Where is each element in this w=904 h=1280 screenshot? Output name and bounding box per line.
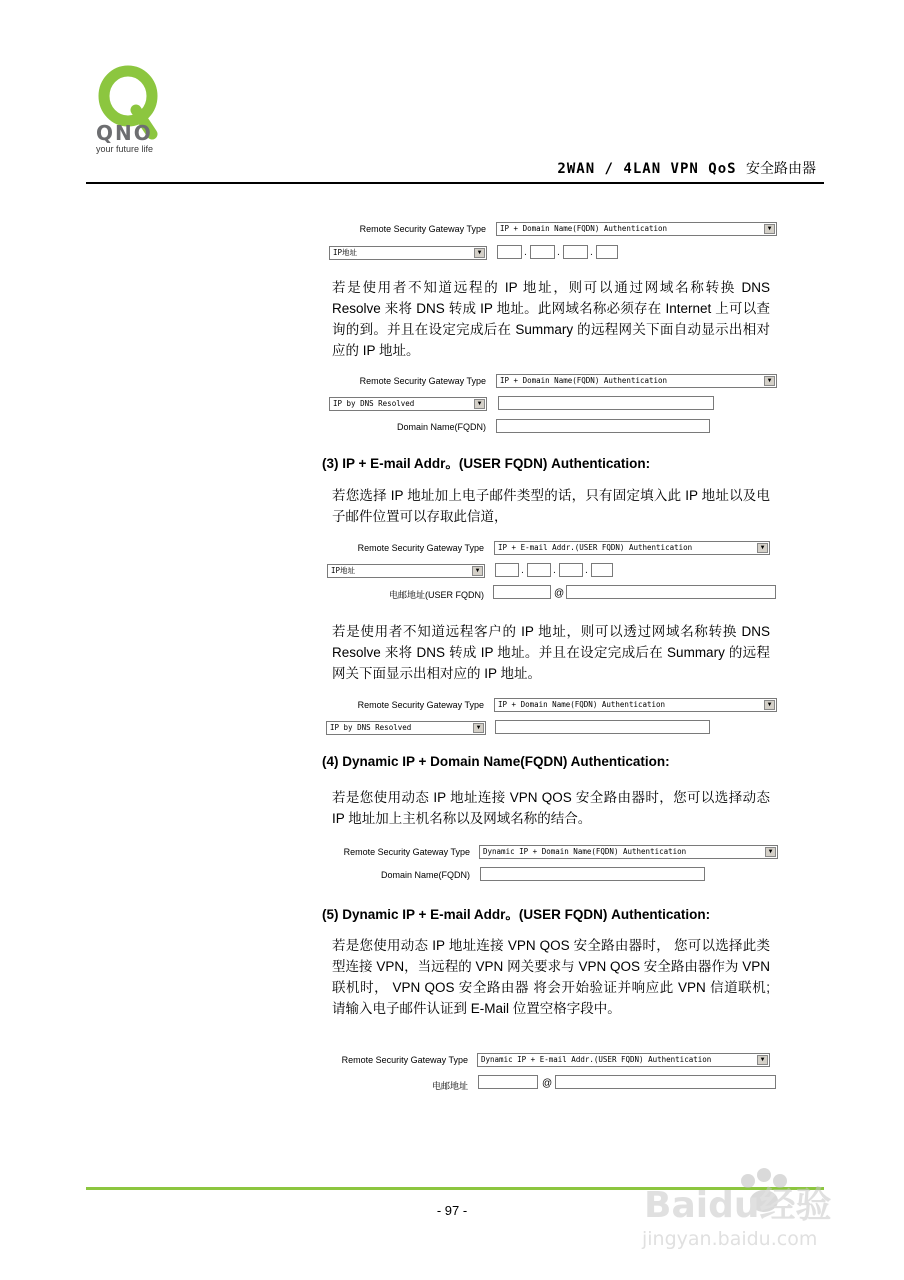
gateway-type-select[interactable] — [496, 374, 777, 388]
chevron-down-icon: ▼ — [472, 566, 483, 576]
ip-octet-2-input[interactable] — [527, 563, 551, 577]
gateway-type-select[interactable] — [494, 698, 777, 712]
chevron-down-icon: ▼ — [757, 1055, 768, 1065]
ip-octet-4-input[interactable] — [596, 245, 618, 259]
document-title-en: 2WAN / 4LAN VPN QoS — [557, 161, 737, 177]
ip-dot: . — [521, 566, 524, 576]
address-type-select[interactable] — [329, 246, 487, 260]
ip-octet-3-input[interactable] — [559, 563, 583, 577]
gateway-type-label: Remote Security Gateway Type — [341, 1055, 468, 1065]
paragraph-dns-resolve: 若是使用者不知道远程的 IP 地址，则可以通过网域名称转换 DNS Resolve 来将 DNS 转成 IP 地址。此网域名称必须存在 Internet 上可以查询的到。并且在设定完成后在 Summary 的远程网关下面自动显示出相对应的 IP 地址。 — [332, 280, 770, 358]
email-user-input[interactable] — [478, 1075, 538, 1089]
ip-dot: . — [524, 248, 527, 258]
gateway-type-select[interactable] — [494, 541, 770, 555]
address-type-select[interactable] — [327, 564, 485, 578]
logo-text: QNO — [96, 121, 153, 145]
email-domain-input[interactable] — [555, 1075, 776, 1089]
email-user-input[interactable] — [493, 585, 551, 599]
domain-name-label: Domain Name(FQDN) — [396, 422, 486, 432]
chevron-down-icon: ▼ — [765, 847, 776, 857]
watermark-text: Baidu经验 — [644, 1185, 832, 1226]
email-domain-input[interactable] — [566, 585, 776, 599]
chevron-down-icon: ▼ — [764, 224, 775, 234]
watermark-url: jingyan.baidu.com — [642, 1228, 818, 1250]
address-type-value: IP地址 — [331, 566, 356, 575]
gateway-type-select[interactable] — [479, 845, 778, 859]
email-label: 电邮地址 — [431, 1081, 468, 1091]
chevron-down-icon: ▼ — [757, 543, 768, 553]
domain-name-input[interactable] — [496, 419, 710, 433]
gateway-type-value: Dynamic IP + E-mail Addr.(USER FQDN) Authentication — [481, 1055, 712, 1064]
at-sign: @ — [542, 1078, 553, 1089]
document-title-cn: 安全路由器 — [746, 161, 816, 177]
gateway-type-value: IP + E-mail Addr.(USER FQDN) Authentication — [498, 543, 693, 552]
ip-dot: . — [590, 248, 593, 258]
chevron-down-icon: ▼ — [764, 376, 775, 386]
gateway-type-value: IP + Domain Name(FQDN) Authentication — [500, 376, 668, 385]
section-heading-5: (5) Dynamic IP + E-mail Addr。(USER FQDN) Authentication: — [322, 907, 711, 922]
gateway-type-select[interactable] — [496, 222, 777, 236]
paragraph-dns-resolve-client: 若是使用者不知道远程客户的 IP 地址，则可以透过网域名称转换 DNS Resolve 来将 DNS 转成 IP 地址。并且在设定完成后在 Summary 的远程网关下面显示出相对应的 IP 地址。 — [332, 624, 770, 681]
ip-octet-4-input[interactable] — [591, 563, 613, 577]
ip-octet-3-input[interactable] — [563, 245, 588, 259]
ip-octet-2-input[interactable] — [530, 245, 555, 259]
section-heading-3: (3) IP + E-mail Addr。(USER FQDN) Authentication: — [322, 456, 651, 471]
chevron-down-icon: ▼ — [474, 248, 485, 258]
page-number: - 97 - — [436, 1203, 468, 1218]
logo-tagline: your future life — [96, 144, 154, 154]
at-sign: @ — [554, 588, 565, 599]
gateway-type-select[interactable] — [477, 1053, 770, 1067]
address-type-value: IP by DNS Resolved — [333, 399, 415, 408]
resolved-ip-input[interactable] — [495, 720, 710, 734]
ip-dot: . — [585, 566, 588, 576]
domain-name-label: Domain Name(FQDN) — [380, 870, 470, 880]
baidu-watermark-icon — [640, 1165, 860, 1255]
chevron-down-icon: ▼ — [764, 700, 775, 710]
header-divider — [86, 182, 824, 184]
gateway-type-value: IP + Domain Name(FQDN) Authentication — [498, 700, 666, 709]
gateway-type-value: Dynamic IP + Domain Name(FQDN) Authentication — [483, 847, 687, 856]
chevron-down-icon: ▼ — [474, 399, 485, 409]
gateway-type-label: Remote Security Gateway Type — [343, 847, 470, 857]
section-heading-4: (4) Dynamic IP + Domain Name(FQDN) Authentication: — [322, 754, 670, 769]
ip-octet-1-input[interactable] — [497, 245, 522, 259]
paragraph-ip-email: 若您选择 IP 地址加上电子邮件类型的话，只有固定填入此 IP 地址以及电子邮件位置可以存取此信道， — [332, 488, 770, 524]
paragraph-dynamic-fqdn: 若是您使用动态 IP 地址连接 VPN QOS 安全路由器时，您可以选择动态 IP 地址加上主机名称以及网域名称的结合。 — [332, 790, 770, 826]
address-type-value: IP地址 — [333, 248, 358, 257]
ip-dot: . — [557, 248, 560, 258]
gateway-type-label: Remote Security Gateway Type — [357, 700, 484, 710]
address-type-select[interactable] — [326, 721, 486, 735]
paragraph-dynamic-email: 若是您使用动态 IP 地址连接 VPN QOS 安全路由器时， 您可以选择此类型连接 VPN，当远程的 VPN 网关要求与 VPN QOS 安全路由器作为 VPN 联机时， VPN QOS 安全路由器 将会开始验证并响应此 VPN 信道联机; 请输入电子邮件认证到 E-Mail 位置空格字段中。 — [332, 938, 770, 1016]
address-type-select[interactable] — [329, 397, 487, 411]
gateway-type-label: Remote Security Gateway Type — [359, 376, 486, 386]
gateway-type-label: Remote Security Gateway Type — [359, 224, 486, 234]
gateway-type-value: IP + Domain Name(FQDN) Authentication — [500, 224, 668, 233]
chevron-down-icon: ▼ — [473, 723, 484, 733]
document-title — [557, 158, 816, 178]
domain-name-input[interactable] — [480, 867, 705, 881]
ip-dot: . — [553, 566, 556, 576]
address-type-value: IP by DNS Resolved — [330, 723, 412, 732]
resolved-ip-input[interactable] — [498, 396, 714, 410]
ip-octet-1-input[interactable] — [495, 563, 519, 577]
email-label: 电邮地址(USER FQDN) — [389, 590, 484, 600]
gateway-type-label: Remote Security Gateway Type — [357, 543, 484, 553]
